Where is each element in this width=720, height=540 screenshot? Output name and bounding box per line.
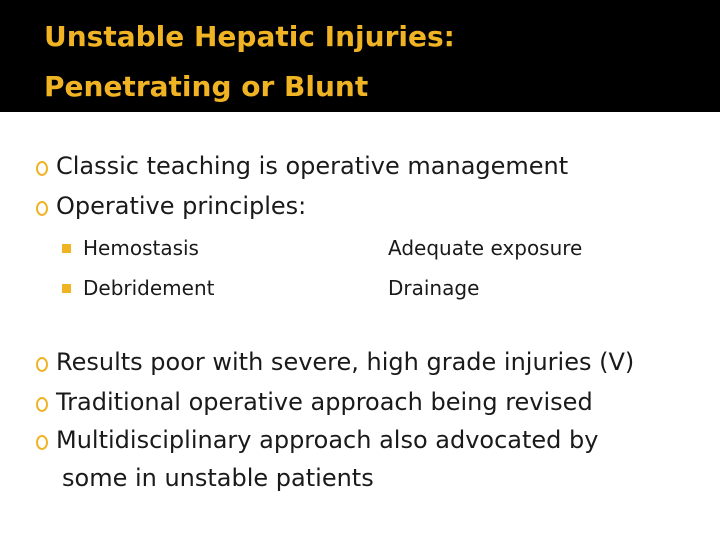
bullet-multidisciplinary xyxy=(36,426,598,454)
principle-drainage xyxy=(388,276,479,300)
sub-bullet-text: Hemostasis xyxy=(83,236,199,260)
bullet-text: Operative principles: xyxy=(56,192,307,220)
principle-text: Drainage xyxy=(388,276,480,300)
bullet-text: Classic teaching is operative management xyxy=(56,152,569,180)
bullet-text: Traditional operative approach being revised xyxy=(56,388,593,416)
bullet-multidisciplinary-continued: some in unstable patients xyxy=(62,464,374,492)
sub-bullet-text: Debridement xyxy=(83,276,215,300)
sub-bullet-hemostasis xyxy=(62,236,199,260)
bullet-operative-principles xyxy=(36,192,306,220)
ring-bullet-icon xyxy=(36,201,48,216)
bullet-results-poor xyxy=(36,348,634,376)
bullet-classic-teaching xyxy=(36,152,568,180)
principle-adequate-exposure xyxy=(388,236,582,260)
title-line-1: Unstable Hepatic Injuries: xyxy=(44,20,455,53)
principle-text: Adequate exposure xyxy=(388,236,583,260)
bullet-traditional-approach xyxy=(36,388,593,416)
ring-bullet-icon xyxy=(36,435,48,450)
ring-bullet-icon xyxy=(36,397,48,412)
sub-bullet-debridement xyxy=(62,276,214,300)
title-line-2: Penetrating or Blunt xyxy=(44,70,369,103)
bullet-text: Multidisciplinary approach also advocated by xyxy=(56,426,599,454)
square-bullet-icon xyxy=(62,284,71,293)
square-bullet-icon xyxy=(62,244,71,253)
ring-bullet-icon xyxy=(36,161,48,176)
bullet-text: Results poor with severe, high grade injuries (V) xyxy=(56,348,635,376)
ring-bullet-icon xyxy=(36,357,48,372)
